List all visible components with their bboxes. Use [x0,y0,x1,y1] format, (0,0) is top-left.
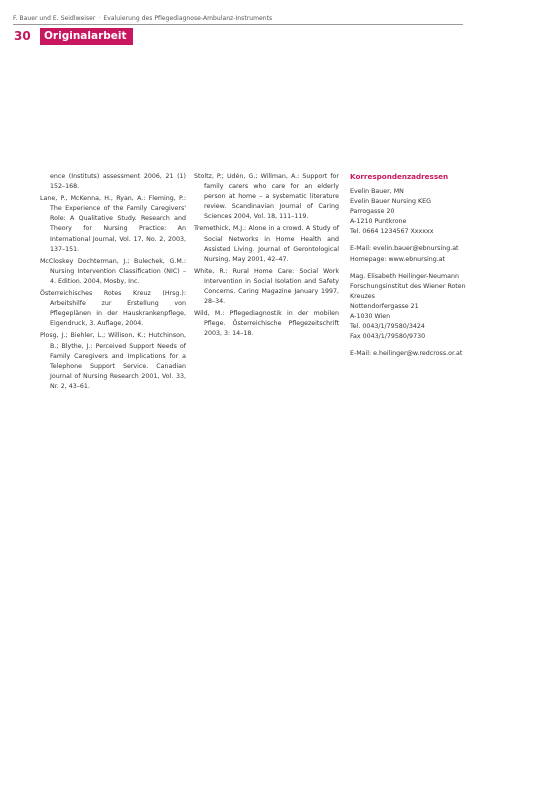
contact-block-bauer-web [350,244,498,264]
contact-line: Tel. 0043/1/79580/3424 [350,323,425,331]
header-rule [13,24,463,25]
contact-line: Fax 0043/1/79580/9730 [350,333,426,341]
contact-block-heilinger [350,272,498,343]
references-column-middle [194,172,339,342]
reference-entry: Plosg, J.; Biehler, L.; Willison, K.; Hutchinson, B.; Blythe, J.: Perceived Support Needs of Family Caregivers and Implications for a Telephone Support Service. Canadian Journal of Nursing Research 2001, Vol. 33, Nr. 2, 43–61. [40,332,186,390]
reference-entry: Lane, P., McKenna, H., Ryan, A.: Fleming, P.: The Experience of the Family Caregivers' Role: A Qualitative Study. Research and Theory for Nursing Practice: An International Journal, Vol. 17, No. 2, 2003, 137–151. [40,195,186,253]
contact-line: Mag. Elisabeth Heilinger-Neumann [350,272,459,280]
reference-entry: ence (Instituts) assessment 2006, 21 (1) 152–168. [50,173,186,191]
contact-title: Korrespondenzadressen [350,172,449,181]
contact-block-heilinger-web [350,349,498,359]
running-head [13,15,272,22]
contact-line: A-1030 Wien [350,313,391,321]
contact-column [350,172,498,366]
running-head-title: Evaluierung des Pflegediagnose-Ambulanz-Instruments [103,15,273,22]
references-column-left [40,172,186,394]
running-head-separator: · [98,15,101,22]
contact-line: Tel. 0664 1234567 Xxxxxx [350,228,434,236]
contact-email[interactable]: E-Mail: e.heilinger@w.redcross.or.at [350,350,463,358]
contact-line: Evelin Bauer Nursing KEG [350,198,432,206]
contact-line: Parrogasse 20 [350,208,395,216]
contact-line: A-1210 Puntkrone [350,218,407,226]
reference-entry: Wild, M.: Pflegediagnostik in der mobilen Pflege. Österreichische Pflegezeitschrift 2003, 3: 14–18. [194,310,339,338]
reference-entry: McCloskey Dochterman, J.; Bulechek, G.M.: Nursing Intervention Classification (NIC) – 4. Edition. 2004, Mosby, Inc. [40,257,186,285]
contact-line: Nottendorfergasse 21 [350,302,419,310]
contact-homepage[interactable]: Homepage: www.ebnursing.at [350,255,446,263]
reference-entry: Tremethick, M.J.: Alone in a crowd. A Study of Social Networks in Home Health and Assisted Living. Journal of Gerontological Nursing, May 2001, 42–47. [194,225,339,263]
page-number: 30 [14,29,31,43]
running-head-authors: F. Bauer und E. Seidlweiser [13,15,96,22]
contact-line: Evelin Bauer, MN [350,188,404,195]
contact-line: Kreuzes [350,292,375,300]
contact-email[interactable]: E-Mail: evelin.bauer@ebnursing.at [350,245,459,253]
contact-line: Forschungsinstitut des Wiener Roten [350,282,466,290]
section-badge: Originalarbeit [40,28,133,45]
reference-entry: Österreichisches Rotes Kreuz (Hrsg.): Arbeitshilfe zur Erstellung von Pflegeplänen in der Hauskrankenpflege, Eigendruck, 3. Auflage, 2004. [40,290,186,328]
reference-entry: Stoltz, P.; Udén, G.; Willman, A.: Support for family carers who care for an elderly person at home – a systematic literature review. Scandinavian Journal of Caring Sciences 2004, Vol. 18, 111–119. [194,173,339,221]
contact-block-bauer [350,187,498,237]
reference-entry: White, R.: Rural Home Care: Social Work Intervention in Social Isolation and Safety Concerns. Caring Magazine January 1997, 28–34. [194,267,339,306]
